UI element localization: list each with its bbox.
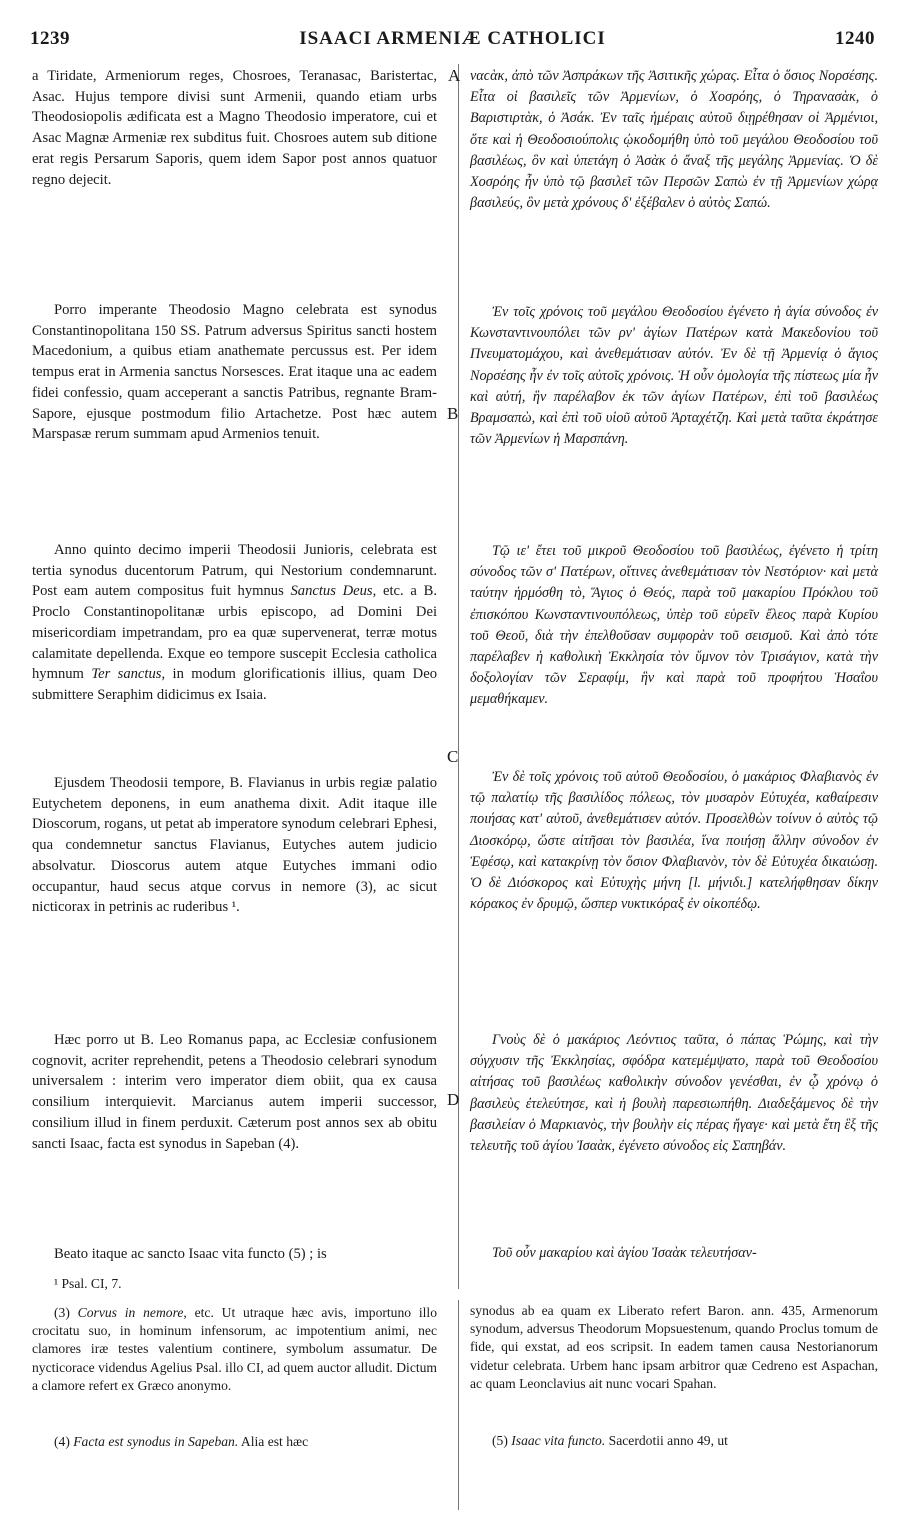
margin-marker-d: D [447,1090,460,1109]
greek-paragraph-6 [470,1243,878,1264]
footnote-column-divider [458,1300,459,1510]
greek-paragraph-5 [470,1030,878,1157]
greek-text: Τοῦ οὖν μακαρίου καὶ ἁγίου Ἰσαὰκ τελευτήσαν- [492,1245,757,1261]
footnote-4 [32,1433,437,1451]
latin-paragraph-5 [32,1030,437,1154]
greek-text: Ἐν δὲ τοῖς χρόνοις τοῦ αὐτοῦ Θεοδοσίου, ὁ μακάριος Φλαβιανὸς ἐν τῷ παλατίῳ τῆς βασιλίδος πόλεως, τὸν μυσαρὸν Εὐτυχέα, καθαίρεσιν ποιήσας κατ' αὐτοῦ, ἀνεθεμάτισεν αὐτόν. Προσελθὼν τοίνυν ὁ αὐτὸς τῷ Διοσκόρῳ, ὥστε αἰτῆσαι τὸν βασιλέα, ἵνα ποιήσῃ ἄλλην σύνοδον ἐν Ἐφέσῳ, καὶ κατακρίνῃ τὸν ὅσιον Φλαβιανὸν, τὸν δὲ Εὐτυχέα δικαιώσῃ. Ὁ δὲ Διόσκορος καὶ Εὐτυχὴς μήνη [l. μήνιδι.] κατελήφθησαν δίκην κόρακος ἐν δρυμῷ, ὥσπερ νυκτικόραξ ἐν οἰκοπέδῳ. [470,769,878,913]
greek-text: Γνοὺς δὲ ὁ μακάριος Λεόντιος ταῦτα, ὁ πάπας Ῥώμης, καὶ τὴν σύγχυσιν τῆς Ἐκκλησίας, σφόδρα κατεμέμψατο, παρὰ τοῦ Θεοδοσίου αἰτήσας τοῦ βασιλέως καθολικὴν σύνοδον γενέσθαι, ἐν ᾧ χρόνῳ ὁ βασιλεὺς ἐτελεύτησε, καὶ ἡ βουλὴ παρεσιωπήθη. Διαδεξάμενος δὲ τὴν βασιλείαν ὁ Μαρκιανὸς, τὴν βουλὴν εἰς πέρας ἤγαγε· καὶ μετὰ ἔτη ἓξ τῆς τελευτῆς τοῦ ἁγίου Ἰσαὰκ, ἐγένετο σύνοδος εἰς Σαπηβάν. [470,1032,878,1155]
greek-text: ναϲὰκ, ἀπὸ τῶν Ἀσπράκων τῆς Ἀσιτικῆς χώρας. Εἶτα ὁ ὅσιος Νορσέσης. Εἶτα οἱ βασιλεῖς τῶν Ἀρμενίων, ὁ Χοσρόης, ὁ Τηρανασὰκ, ὁ Βαριστιρτὰκ, ὁ Ἀσάκ. Ἐν ταῖς ἡμέραις αὐτοῦ διῃρέθησαν οἱ Ἀρμένιοι, ὅτε καὶ ἡ Θεοδοσιούπολις ᾠκοδομήθη ὑπὸ τοῦ μεγάλου Θεοδοσίου τοῦ βασιλέως, ὃν καὶ ὑπετάγη ὁ Ἀσὰκ ὁ ἄναξ τῆς μεγάλης Ἀρμενίας. Ὁ δὲ Χοσρόης ἦν ὑπὸ τῷ βασιλεῖ τῶν Περσῶν Σαπὼ ἐν τῇ Ἀρμενίων χώρᾳ βασιλεύς, ὃν μετὰ χρόνους δʹ ἐξέβαλεν ὁ αὐτὸς Σαπώ. [470,68,878,212]
greek-text: Τῷ ιεʹ ἔτει τοῦ μικροῦ Θεοδοσίου τοῦ βασιλέως, ἐγένετο ἡ τρίτη σύνοδος τῶν σʹ Πατέρων, οἵτινες ἀνεθεμάτισαν τὸν Νεστόριον· καὶ μετὰ ταύτην ἡρμόσθη τὸ, Ἅγιος ὁ Θεός, παρὰ τοῦ μακαρίου Πρόκλου τοῦ ἐπισκόπου Κωνσταντινουπόλεως, ὑπὲρ τοῦ εὑρεῖν ἔλεος παρὰ Κυρίου τοῦ Θεοῦ, διὰ τὴν ἐπελθοῦσαν συμφορὰν τοῦ σεισμοῦ. Καὶ ἀπὸ τότε παρέλαβεν ἡ καθολικὴ Ἐκκλησία τὸν ὕμνον τὸν Τρισάγιον, κατὰ τὴν δοξολογίαν τῶν Σεραφίμ, ἣν καὶ παρὰ τοῦ προφήτου Ἡσαΐου μεμαθήκαμεν. [470,543,878,708]
latin-paragraph-3 [32,540,437,706]
footnote-text: synodus ab ea quam ex Liberato refert Baron. ann. 435, Armenorum synodum, adversus Theodorum Mopsuestenum, quando Proclus tomum de fide, qui exstat, ad eos scripsit. In eadem tamen causa Nestorianorum videtur celebrata. Urbem hanc ipsam arbitror quæ Cedreno est Aspachan, ac quam Leonclavius ait nunc vocari Spahan. [470,1303,878,1391]
latin-paragraph-6 [32,1244,437,1265]
footnote-lemma: Facta est synodus in Sapeban. [73,1434,239,1449]
footnote-text: (3) Corvus in nemore, etc. Ut utraque hæc avis, importuno illo crocitatu suo, in hominum infensorum, ac impotentium animi, nec clamores iræ testes valentium continere, symbolum assumatur. De nycticorace videndus Agelius Psal. illo CI, ad quem auctor alludit. Dictum a clamore refert ex Græco anonymo. [32,1305,438,1393]
margin-marker-b: B [447,404,459,423]
margin-marker-c: C [447,747,459,766]
running-header [30,28,875,58]
footnote-lemma: Isaac vita functo. [511,1433,606,1448]
page-number-left: 1239 [30,28,70,49]
latin-paragraph-2 [32,300,437,445]
greek-text: Ἐν τοῖς χρόνοις τοῦ μεγάλου Θεοδοσίου ἐγένετο ἡ ἁγία σύνοδος ἐν Κωνσταντινουπόλει τῶν ρνʹ ἁγίων Πατέρων κατὰ Μακεδονίου τοῦ Πνευματομάχου, καὶ ἀνεθεμάτισαν αὐτόν. Ἐν δὲ τῇ Ἀρμενίᾳ ὁ ἅγιος Νορσέσης ἦν ἐν τοῖς αὐτοῖς χρόνοις. Ἡ οὖν ὁμολογία τῆς πίστεως μία ἦν καὶ αὐτή, ἣν παρέλαβον ἐκ τῶν ἁγίων Πατέρων, ἐπὶ τοῦ βασιλέως Βραμσαπὼ, καὶ ἐπὶ τοῦ υἱοῦ αὐτοῦ Ἀρταχέτζη. Καὶ μετὰ ταῦτα ἐκράτησε τῶν Ἀρμενίων ἡ Μαρσπάνη. [470,304,878,448]
margin-marker-a: A [448,66,461,85]
footnote-continuation [470,1302,878,1393]
footnote-text: (4) Facta est synodus in Sapeban. Alia est hæc [54,1434,309,1449]
footnote-lemma: Corvus in nemore [77,1305,184,1320]
latin-text: a Tiridate, Armeniorum reges, Chosroes, Teranasac, Baristertac, Asac. Hujus tempore divisi sunt Armenii, quando etiam urbs Theodosiopolis ædificata est a Magno Theodosio imperatore, cui et Asac Magnæ Armeniæ rex subditus fuit. Chosroes autem sub ditione erat regis Persarum Saporis, quem idem Sapor post annos quatuor regno dejecit. [32,68,437,188]
running-title: ISAACI ARMENIÆ CATHOLICI [299,28,606,49]
latin-text: Porro imperante Theodosio Magno celebrata est synodus Constantinopolitana 150 SS. Patrum adversus Spiritus sancti hostem Macedonium, a quibus etiam anathemate percussus est. Per idem tempus erat in Armenia sanctus Norsesces. Erat itaque una ac eadem fidei confessio, quam acceperant a sanctis Patribus, regnante Bram-Sapore, ejusque postmodum filio Artachetze. Post hæc autem Marspasæ rerum summam apud Armenios tenuit. [32,302,437,443]
greek-paragraph-2 [470,302,878,450]
hymn-title: Sanctus Deus [290,583,373,600]
latin-paragraph-4 [32,773,437,918]
greek-paragraph-3 [470,541,878,711]
footnote-text: (5) Isaac vita functo. Sacerdotii anno 49, ut [492,1433,728,1448]
footnote-3 [32,1304,437,1395]
latin-text: Anno quinto decimo imperii Theodosii Junioris, celebrata est tertia synodus ducentorum Patrum, qui Nestorium condemnarunt. Post eam autem compositus fuit hymnus Sanctus Deus, etc. a B. Proclo Constantinopolitanæ urbis episcopo, ad Domini Dei misericordiam impetrandam, pro ea quæ supervenerat, terræ motus calamitate depellenda. Exque eo tempore suscepit Ecclesia catholica hymnum Ter sanctus, in modum glorificationis illius, quam Deo submittere Seraphim didicimus ex Isaia. [32,542,437,703]
footnote-5 [470,1432,878,1450]
latin-paragraph-1 [32,66,437,190]
latin-text: Hæc porro ut B. Leo Romanus papa, ac Ecclesiæ confusionem cognovit, acriter reprehendit, petens a Theodosio celebrari synodum universalem : interim vero imperator diem obiit, qua ex causa consilium interquievit. Marcianus autem imperii successor, consilium illud in finem perduxit. Cæterum post annos sex ab obitu sancti Isaac, facta est synodus in Sapeban (4). [32,1032,437,1152]
page-number-right: 1240 [835,28,875,49]
latin-text: Ejusdem Theodosii tempore, B. Flavianus in urbis regiæ palatio Eutychetem deponens, in eum anathema dixit. Adit itaque ille Dioscorum, rogans, ut petat ab imperatore synodum celebrari Ephesi, qua condemnetur sanctus Flavianus, Eutyches autem judicio absolvatur. Dioscorus autem atque Eutyches immani odio occupantur, haud secus atque corvus in nemore (3), ac sicut nicticorax in petrinis ac ruderibus ¹. [32,775,437,916]
greek-paragraph-4 [470,767,878,915]
hymn-title: Ter sanctus [91,666,162,683]
footnote-1 [32,1275,437,1293]
greek-paragraph-1 [470,66,878,214]
latin-text: Beato itaque ac sancto Isaac vita functo (5) ; is [54,1246,327,1262]
footnote-text: ¹ Psal. CI, 7. [54,1276,122,1291]
